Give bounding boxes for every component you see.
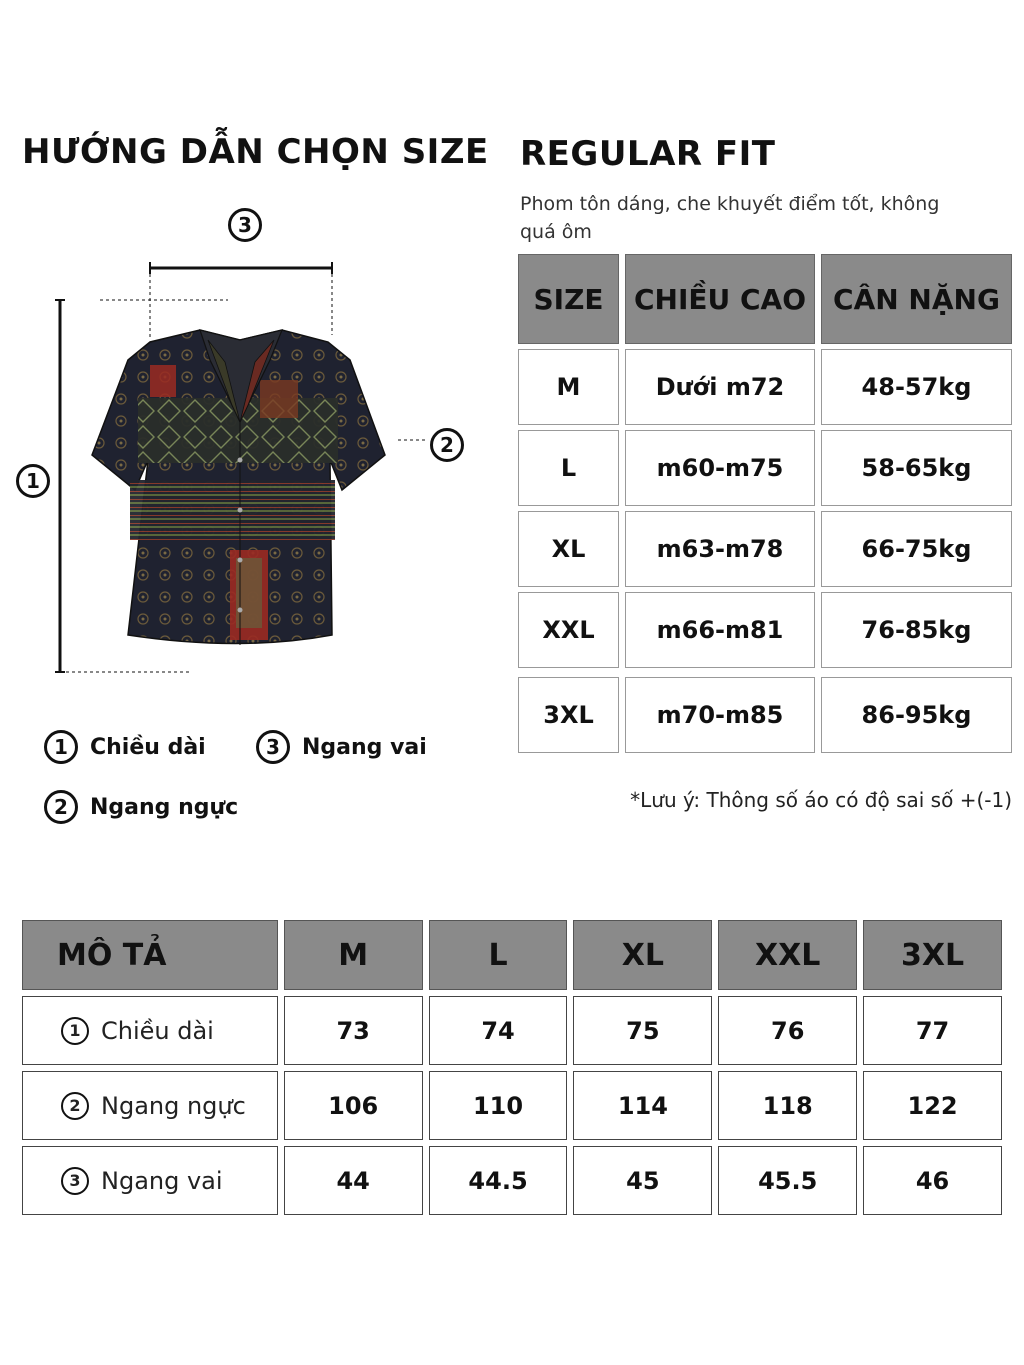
tolerance-note: *Lưu ý: Thông số áo có độ sai số +(-1): [630, 788, 1012, 812]
size-header-weight: CÂN NẶNG: [821, 254, 1012, 344]
meas-value: 46: [863, 1146, 1002, 1215]
legend-shoulder-label: Ngang vai: [302, 734, 427, 760]
table-row: [518, 349, 1012, 425]
meas-value: 122: [863, 1071, 1002, 1140]
meas-header-description: MÔ TẢ: [22, 920, 278, 990]
meas-label: Chiều dài: [101, 1016, 214, 1045]
meas-value: 45: [573, 1146, 712, 1215]
size-table: [518, 254, 1012, 758]
meas-row-label: [22, 1146, 278, 1215]
size-cell: XXL: [518, 592, 619, 668]
size-header-height: CHIỀU CAO: [625, 254, 815, 344]
height-cell: m63-m78: [625, 511, 815, 587]
size-table-header: [518, 254, 1012, 344]
meas-label: Ngang vai: [101, 1166, 223, 1195]
legend-chest-icon: 2: [44, 790, 78, 824]
legend-length-icon: 1: [44, 730, 78, 764]
meas-value: 110: [429, 1071, 568, 1140]
meas-header-l: L: [429, 920, 568, 990]
height-cell: Dưới m72: [625, 349, 815, 425]
meas-value: 74: [429, 996, 568, 1065]
guide-title: HƯỚNG DẪN CHỌN SIZE: [22, 132, 489, 172]
meas-value: 44.5: [429, 1146, 568, 1215]
measurement-table: [22, 920, 1002, 1221]
marker-shoulder-icon: 3: [228, 208, 262, 242]
table-row: [22, 1071, 1002, 1140]
legend-chest: [44, 790, 238, 824]
meas-header-m: M: [284, 920, 423, 990]
meas-header-xxl: XXL: [718, 920, 857, 990]
legend-length-label: Chiều dài: [90, 734, 206, 760]
marker-length-icon: 1: [16, 464, 50, 498]
meas-header-xl: XL: [573, 920, 712, 990]
row-number-icon: 1: [61, 1017, 89, 1045]
height-cell: m70-m85: [625, 677, 815, 753]
size-cell: L: [518, 430, 619, 506]
meas-value: 45.5: [718, 1146, 857, 1215]
weight-cell: 66-75kg: [821, 511, 1012, 587]
height-cell: m66-m81: [625, 592, 815, 668]
row-number-icon: 3: [61, 1167, 89, 1195]
legend-chest-label: Ngang ngực: [90, 794, 239, 820]
fit-title: REGULAR FIT: [520, 134, 776, 174]
legend-shoulder: [256, 730, 427, 764]
meas-value: 77: [863, 996, 1002, 1065]
table-row: [22, 996, 1002, 1065]
table-row: [518, 430, 1012, 506]
meas-value: 118: [718, 1071, 857, 1140]
size-cell: M: [518, 349, 619, 425]
meas-row-label: [22, 996, 278, 1065]
size-cell: XL: [518, 511, 619, 587]
measurement-table-header: [22, 920, 1002, 990]
meas-header-3xl: 3XL: [863, 920, 1002, 990]
table-row: [518, 511, 1012, 587]
table-row: [518, 677, 1012, 753]
size-header-size: SIZE: [518, 254, 619, 344]
meas-label: Ngang ngực: [101, 1091, 246, 1120]
legend-length: [44, 730, 206, 764]
shirt-illustration: [0, 190, 500, 690]
weight-cell: 48-57kg: [821, 349, 1012, 425]
row-number-icon: 2: [61, 1092, 89, 1120]
meas-value: 114: [573, 1071, 712, 1140]
height-cell: m60-m75: [625, 430, 815, 506]
table-row: [518, 592, 1012, 668]
meas-value: 44: [284, 1146, 423, 1215]
weight-cell: 76-85kg: [821, 592, 1012, 668]
legend-shoulder-icon: 3: [256, 730, 290, 764]
meas-value: 76: [718, 996, 857, 1065]
size-cell: 3XL: [518, 677, 619, 753]
meas-value: 106: [284, 1071, 423, 1140]
fit-description: Phom tôn dáng, che khuyết điểm tốt, không quá ôm: [520, 193, 940, 243]
meas-row-label: [22, 1071, 278, 1140]
marker-chest-icon: 2: [430, 428, 464, 462]
meas-value: 75: [573, 996, 712, 1065]
shirt-measurement-figure: [0, 190, 500, 690]
meas-value: 73: [284, 996, 423, 1065]
table-row: [22, 1146, 1002, 1215]
weight-cell: 58-65kg: [821, 430, 1012, 506]
weight-cell: 86-95kg: [821, 677, 1012, 753]
